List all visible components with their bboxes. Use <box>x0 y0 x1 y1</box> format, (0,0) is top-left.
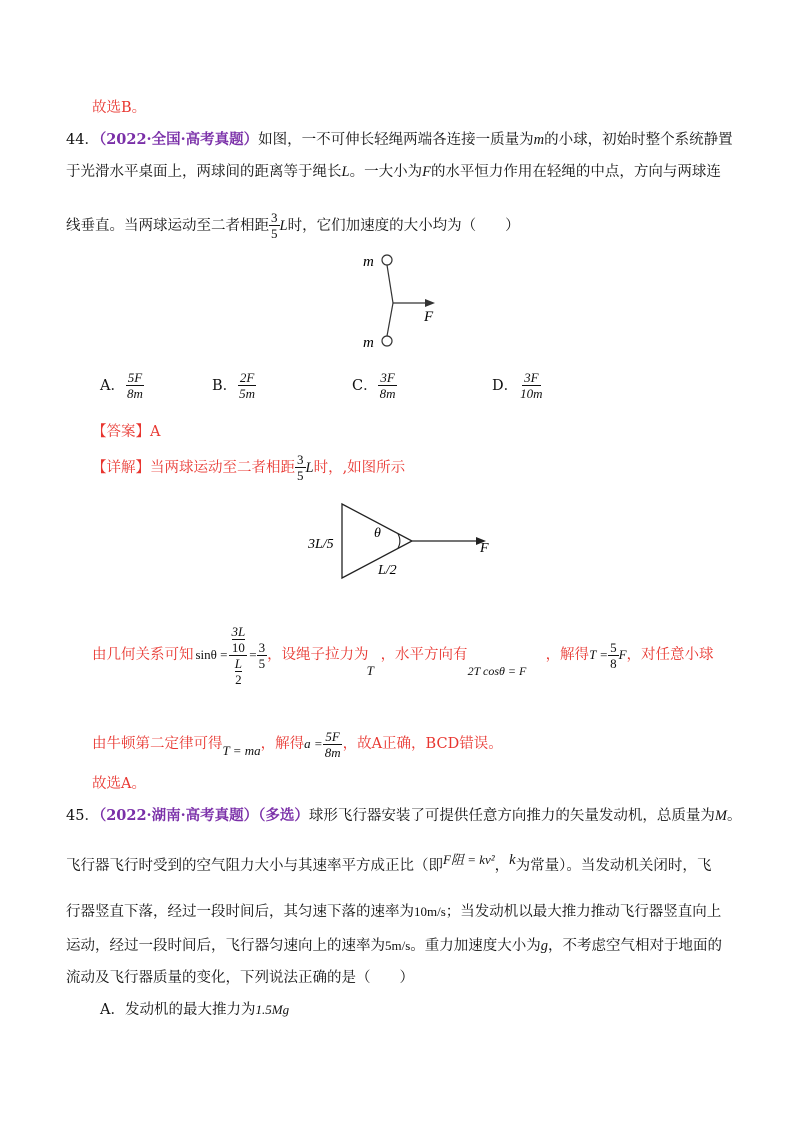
newton-fraction: $\frac{5F}{8m}$ <box>324 728 341 760</box>
rope-top <box>387 265 393 303</box>
geom-eq2: 2T cosθ = F <box>467 664 527 678</box>
option-b-fraction: $\frac{2F}{5m}$ <box>239 370 256 401</box>
figure2-bottom-label: L/2 <box>378 563 397 578</box>
q44-var-L: L <box>341 164 350 180</box>
geom-eq: = <box>249 647 257 662</box>
option-c[interactable] <box>352 370 398 401</box>
q45-speed-2: 5m/s <box>385 938 411 953</box>
newton-mid: ，解得 <box>260 736 305 752</box>
choose-b-text: 故选B。 <box>92 100 147 116</box>
q45-var-M: M <box>714 808 727 824</box>
figure2-left-label: 3L/5 <box>308 537 334 552</box>
q45-line-1: 45．（2022·湖南·高考真题）（多选）球形飞行器安装了可提供任意方向推力的矢量发动机，总质量为M。 <box>66 807 742 824</box>
q44-line-3 <box>66 210 520 241</box>
rope-bottom <box>387 303 393 336</box>
detail-var-L: L <box>305 459 314 476</box>
triangle <box>342 504 412 578</box>
q45-line-2: 飞行器飞行时受到的空气阻力大小与其速率平方成正比（即 F阻 = kv² ， k 为常量）。当发动机关闭时，飞 <box>66 852 712 874</box>
newton-prefix: 由牛顿第二定律可得 <box>92 736 223 752</box>
ball-top <box>382 255 392 265</box>
q44-number: 44． <box>66 132 99 148</box>
geom-T-eq: T = <box>589 647 609 662</box>
newton-line <box>92 724 503 764</box>
answer-text: 【答案】A <box>92 424 161 440</box>
option-c-fraction: $\frac{3F}{8m}$ <box>379 370 396 401</box>
option-a[interactable] <box>100 370 145 401</box>
fraction-3-5: $\frac{3}{5}$ <box>271 210 278 241</box>
newton-eq: T = ma <box>222 743 261 758</box>
ball-bottom <box>382 336 392 346</box>
figure2-F-label: F <box>480 541 489 556</box>
q45-option-a[interactable]: A．发动机的最大推力为1.5Mg <box>100 1002 290 1018</box>
geom-3-5: $\frac{3}{5}$ <box>258 639 266 671</box>
q45-text-2c: 为常量）。当发动机关闭时，飞 <box>515 858 712 874</box>
q45-line-4: 运动，经过一段时间后，飞行器匀速向上的速率为5m/s。重力加速度大小为g，不考虑空气相对于地面的 <box>66 938 723 954</box>
choose-a-text: 故选A。 <box>92 776 146 792</box>
q44-text-f: 线垂直。当两球运动至二者相距 <box>66 217 269 234</box>
geom-5-8: $\frac{5}{8}$ <box>610 639 617 671</box>
geom-big-fraction: 3L 10 L 2 <box>231 623 246 687</box>
geom-prefix: 由几何关系可知 <box>92 647 194 663</box>
q44-text-g: 时，它们加速度的大小均为（ ） <box>287 217 520 234</box>
q45-text-1: 球形飞行器安装了可提供任意方向推力的矢量发动机，总质量为 <box>308 808 715 824</box>
q45-line-3: 行器竖直下落，经过一段时间后，其匀速下落的速率为10m/s；当发动机以最大推力推动飞行器竖直向上 <box>66 904 722 920</box>
q45-speed-1: 10m/s <box>414 904 446 919</box>
figure1-F: F <box>424 309 434 325</box>
newton-end: ，故A正确，BCD错误。 <box>342 736 503 752</box>
q44-line-2 <box>66 162 721 182</box>
option-c-label: C． <box>352 377 378 394</box>
q44-text-c: 于光滑水平桌面上，两球间的距离等于绳长 <box>66 164 342 180</box>
option-a-fraction: $\frac{5F}{8m}$ <box>126 370 143 401</box>
q44-text-b: 的小球，初始时整个系统静置 <box>544 132 733 148</box>
q44-text-a: 如图，一不可伸长轻绳两端各连接一质量为 <box>258 132 534 148</box>
figure-two-balls-force <box>355 248 465 352</box>
q44-line-1 <box>66 130 733 150</box>
q44-var-L2: L <box>279 217 288 234</box>
q44-text-e: 的水平恒力作用在轻绳的中点，方向与两球连 <box>430 164 721 180</box>
geom-mid2: ，水平方向有 <box>380 647 468 663</box>
detail-line <box>92 452 405 483</box>
q45-number: 45． <box>66 808 99 824</box>
detail-fraction-3-5: $\frac{3}{5}$ <box>297 452 304 483</box>
geom-end: ，对任意小球 <box>626 647 714 663</box>
figure-triangle-force <box>300 496 500 586</box>
newton-a: a = <box>304 736 323 751</box>
geom-mid3: ，解得 <box>545 647 590 663</box>
q45-var-k: k <box>509 852 516 868</box>
q45-line-5: 流动及飞行器质量的变化，下列说法正确的是（ ） <box>66 970 414 986</box>
q45-option-a-value: 1.5Mg <box>255 1002 290 1017</box>
option-b[interactable] <box>212 370 257 401</box>
q44-var-F: F <box>422 164 431 180</box>
geom-mid: ，设绳子拉力为 <box>267 647 369 663</box>
q45-source-tag: （2022·湖南·高考真题）（多选） <box>98 807 309 824</box>
geom-sin: sinθ = <box>195 647 228 662</box>
figure1-m-bottom: m <box>363 335 374 351</box>
angle-arc <box>398 534 400 548</box>
geom-F: F <box>618 647 627 662</box>
q45-var-g: g <box>540 938 549 954</box>
force-arrowhead <box>425 299 435 307</box>
geom-var-T: T <box>366 663 374 678</box>
q44-source-tag: （2022·全国·高考真题） <box>98 131 259 148</box>
q45-text-2a: 飞行器飞行时受到的空气阻力大小与其速率平方成正比（即 <box>66 858 443 874</box>
geometry-line <box>92 610 714 700</box>
option-a-label: A． <box>100 377 125 394</box>
detail-label: 【详解】当两球运动至二者相距 <box>92 459 295 476</box>
option-d[interactable] <box>492 370 545 401</box>
detail-tail: 时，,如图所示 <box>313 459 406 476</box>
q44-var-m: m <box>533 132 545 148</box>
option-d-fraction: $\frac{3F}{10m}$ <box>520 370 543 401</box>
figure1-m-top: m <box>363 254 374 270</box>
q45-formula: F阻 = kv² <box>443 852 495 867</box>
theta-label: θ <box>374 526 381 541</box>
q44-text-d: 。一大小为 <box>349 164 423 180</box>
option-b-label: B． <box>212 377 238 394</box>
option-d-label: D． <box>492 377 519 394</box>
